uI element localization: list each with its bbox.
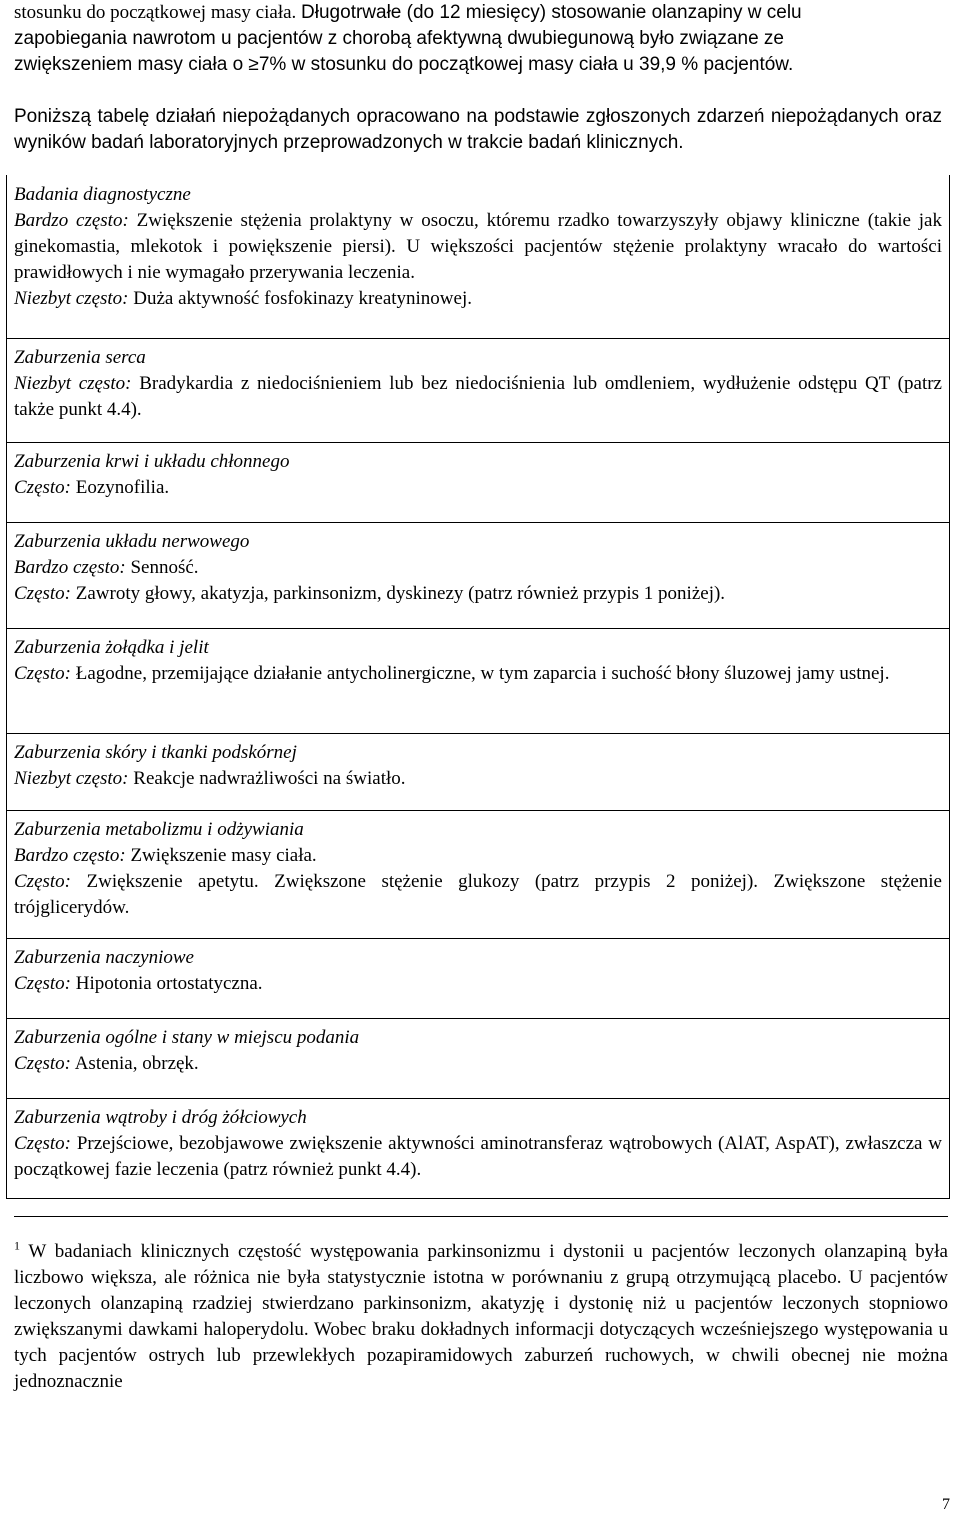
section-3 <box>6 522 950 607</box>
section-6 <box>6 810 950 921</box>
entry-text: Zwiększenie stężenia prolaktyny w osoczu, któremu rzadko towarzyszyły objawy kliniczne (takie jak ginekomastia, mlekotok i powiększenie piersi). U większości pacjentów stężenie prolaktyny wracało do wartości prawidłowych i nie wymagało przerywania leczenia. <box>14 210 942 283</box>
intro-line-2: zapobiegania nawrotom u pacjentów z chorobą afektywną dwubiegunową było związane ze <box>14 28 784 49</box>
footnote <box>14 1216 948 1395</box>
entry-text: Reakcje nadwrażliwości na światło. <box>128 768 406 789</box>
frequency-label: Niezbyt często: <box>14 373 132 394</box>
section-entry <box>14 661 942 687</box>
section-0 <box>6 178 950 312</box>
section-heading: Zaburzenia serca <box>14 347 146 368</box>
section-entry <box>14 843 942 869</box>
section-heading: Zaburzenia żołądka i jelit <box>14 637 209 658</box>
entry-text: Zawroty głowy, akatyzja, parkinsonizm, dyskinezy (patrz również przypis 1 poniżej). <box>71 583 726 604</box>
entry-text: Senność. <box>125 557 199 578</box>
entry-text: Astenia, obrzęk. <box>71 1053 199 1074</box>
frequency-label: Często: <box>14 1133 71 1154</box>
entry-text: Bradykardia z niedociśnieniem lub bez niedociśnienia lub omdleniem, wydłużenie odstępu QT (patrz także punkt 4.4). <box>14 373 942 420</box>
section-entry <box>14 581 942 607</box>
entry-text: Zwiększenie masy ciała. <box>125 845 317 866</box>
section-entry <box>14 555 942 581</box>
section-entry <box>14 1131 942 1183</box>
section-heading: Badania diagnostyczne <box>14 184 191 205</box>
entry-text: Eozynofilia. <box>71 477 170 498</box>
frequency-label: Często: <box>14 1053 71 1074</box>
frequency-label: Często: <box>14 583 71 604</box>
section-9 <box>6 1098 950 1183</box>
section-heading: Zaburzenia naczyniowe <box>14 947 194 968</box>
footnote-marker: 1 <box>14 1238 20 1253</box>
entry-text: Zwiększenie apetytu. Zwiększone stężenie glukozy (patrz przypis 2 poniżej). Zwiększone stężenie trójglicerydów. <box>14 871 942 918</box>
page-number: 7 <box>942 1496 950 1513</box>
section-heading: Zaburzenia metabolizmu i odżywiania <box>14 819 304 840</box>
section-entry <box>14 371 942 423</box>
entry-text: Łagodne, przemijające działanie antycholinergiczne, w tym zaparcia i suchość błony śluzowej jamy ustnej. <box>71 663 890 684</box>
section-1 <box>6 338 950 423</box>
section-7 <box>6 938 950 997</box>
section-entry <box>14 208 942 286</box>
intro-paragraph <box>14 0 942 78</box>
section-8 <box>6 1018 950 1077</box>
section-heading: Zaburzenia układu nerwowego <box>14 531 250 552</box>
frequency-label: Często: <box>14 973 71 994</box>
entry-text: Przejściowe, bezobjawowe zwiększenie aktywności aminotransferaz wątrobowych (AlAT, AspAT), zwłaszcza w początkowej fazie leczenia (patrz również punkt 4.4). <box>14 1133 942 1180</box>
section-entry <box>14 971 942 997</box>
section-entry <box>14 766 942 792</box>
section-entry <box>14 475 942 501</box>
frequency-label: Bardzo często: <box>14 557 126 578</box>
table-intro: Poniższą tabelę działań niepożądanych opracowano na podstawie zgłoszonych zdarzeń niepożądanych oraz wyników badań laboratoryjnych przeprowadzonych w trakcie badań klinicznych. <box>14 106 942 153</box>
footnote-text: W badaniach klinicznych częstość występowania parkinsonizmu i dystonii u pacjentów leczonych olanzapiną była liczbowo większa, ale różnica nie była statystycznie istotna w porównaniu z grupą otrzymującą placebo. U pacjentów leczonych olanzapiną rzadziej stwierdzano parkinsonizm, akatyzję i dystonię niż u pacjentów leczonych stopniowo zwiększanymi dawkami haloperydolu. Wobec braku dokładnych informacji dotyczących wcześniejszego występowania u tych pacjentów ostrych lub przewlekłych pozapiramidowych zaburzeń ruchowych, w chwili obecnej nie można jednoznacznie <box>14 1241 948 1392</box>
section-heading: Zaburzenia wątroby i dróg żółciowych <box>14 1107 307 1128</box>
intro-line-1-b: Długotrwałe (do 12 miesięcy) stosowanie olanzapiny w celu <box>301 2 802 23</box>
frequency-label: Bardzo często: <box>14 210 129 231</box>
frequency-label: Często: <box>14 477 71 498</box>
intro-line-3: zwiększeniem masy ciała o ≥7% w stosunku do początkowej masy ciała u 39,9 % pacjentów. <box>14 54 794 75</box>
frequency-label: Bardzo często: <box>14 845 126 866</box>
intro-line-1 <box>14 0 942 26</box>
section-heading: Zaburzenia ogólne i stany w miejscu podania <box>14 1027 360 1048</box>
section-entry <box>14 869 942 921</box>
section-entry <box>14 286 942 312</box>
section-2 <box>6 442 950 501</box>
section-5 <box>6 733 950 792</box>
intro-line-1-a: stosunku do początkowej masy ciała. <box>14 2 302 23</box>
entry-text: Hipotonia ortostatyczna. <box>71 973 263 994</box>
frequency-label: Niezbyt często: <box>14 768 129 789</box>
section-heading: Zaburzenia krwi i układu chłonnego <box>14 451 290 472</box>
frequency-label: Często: <box>14 871 71 892</box>
section-4 <box>6 628 950 687</box>
frequency-label: Często: <box>14 663 71 684</box>
frequency-label: Niezbyt często: <box>14 288 129 309</box>
section-heading: Zaburzenia skóry i tkanki podskórnej <box>14 742 297 763</box>
entry-text: Duża aktywność fosfokinazy kreatyninowej. <box>128 288 472 309</box>
section-entry <box>14 1051 942 1077</box>
